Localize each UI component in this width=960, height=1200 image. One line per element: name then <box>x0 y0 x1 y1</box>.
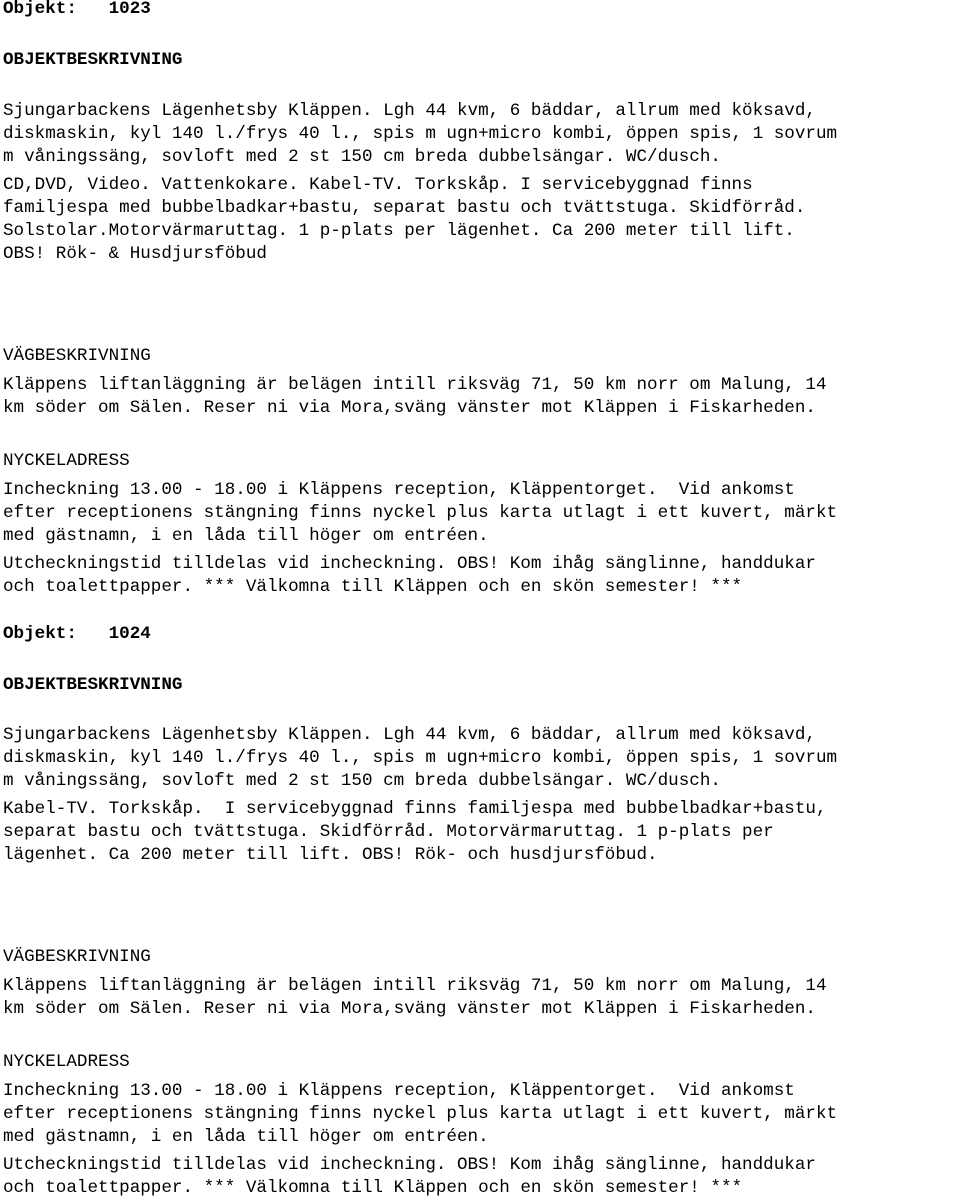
section-title-description: OBJEKTBESKRIVNING <box>3 675 183 695</box>
description-segment: Rök- & Husdjursföbud <box>55 244 267 264</box>
route-line: km söder om Sälen. Reser ni via Mora,sväng vänster mot Kläppen i Fiskarheden. <box>3 999 816 1019</box>
section-title-description: OBJEKTBESKRIVNING <box>3 50 183 70</box>
key-line: och toalettpapper. *** Välkomna till Kläppen och en skön semester! *** <box>3 577 743 597</box>
object-heading: Objekt: 1023 <box>3 0 151 19</box>
route-line: Kläppens liftanläggning är belägen intill riksväg 71, 50 km norr om Malung, 14 <box>3 976 827 996</box>
description-line: Sjungarbackens Lägenhetsby Kläppen. Lgh 44 kvm, 6 bäddar, allrum med köksavd, <box>3 101 816 121</box>
section-title-key-address: NYCKELADRESS <box>3 1052 130 1072</box>
description-line <box>3 220 795 242</box>
section-title-route: VÄGBESKRIVNING <box>3 346 151 366</box>
key-line: efter receptionens stängning finns nyckel plus karta utlagt i ett kuvert, märkt <box>3 1104 838 1124</box>
description-segment: Motorvärmaruttag. 1 p-plats per lägenhet. Ca 200 meter till lift. <box>108 221 795 241</box>
description-segment: Solstolar. <box>3 221 109 241</box>
key-line: Incheckning 13.00 - 18.00 i Kläppens reception, Kläppentorget. Vid ankomst <box>3 1081 795 1101</box>
description-line: Kabel-TV. Torkskåp. I servicebyggnad finns familjespa med bubbelbadkar+bastu, <box>3 799 827 819</box>
section-title-key-address: NYCKELADRESS <box>3 451 130 471</box>
description-segment: I servicebyggnad finns <box>520 175 753 195</box>
key-line: Utcheckningstid tilldelas vid incheckning. OBS! Kom ihåg sänglinne, handdukar <box>3 1155 816 1175</box>
description-line: diskmaskin, kyl 140 l./frys 40 l., spis m ugn+micro kombi, öppen spis, 1 sovrum <box>3 748 838 768</box>
section-title-route: VÄGBESKRIVNING <box>3 947 151 967</box>
description-line: m våningssäng, sovloft med 2 st 150 cm breda dubbelsängar. WC/dusch. <box>3 147 721 167</box>
description-line: separat bastu och tvättstuga. Skidförråd. Motorvärmaruttag. 1 p-plats per <box>3 822 774 842</box>
description-line: diskmaskin, kyl 140 l./frys 40 l., spis m ugn+micro kombi, öppen spis, 1 sovrum <box>3 124 838 144</box>
key-line: efter receptionens stängning finns nyckel plus karta utlagt i ett kuvert, märkt <box>3 503 838 523</box>
key-line: och toalettpapper. *** Välkomna till Kläppen och en skön semester! *** <box>3 1178 743 1198</box>
description-line <box>3 174 753 196</box>
description-line <box>3 243 267 265</box>
description-segment: familjespa med bubbelbadkar+bastu, separat bastu och tvättstuga. <box>3 198 679 218</box>
key-line: med gästnamn, i en låda till höger om entréen. <box>3 1127 489 1147</box>
route-line: Kläppens liftanläggning är belägen intill riksväg 71, 50 km norr om Malung, 14 <box>3 375 827 395</box>
description-line: Sjungarbackens Lägenhetsby Kläppen. Lgh 44 kvm, 6 bäddar, allrum med köksavd, <box>3 725 816 745</box>
description-line: lägenhet. Ca 200 meter till lift. OBS! Rök- och husdjursföbud. <box>3 845 658 865</box>
key-line: Utcheckningstid tilldelas vid incheckning. OBS! Kom ihåg sänglinne, handdukar <box>3 554 816 574</box>
description-line: m våningssäng, sovloft med 2 st 150 cm breda dubbelsängar. WC/dusch. <box>3 771 721 791</box>
description-segment: CD,DVD, Video. Vattenkokare. Kabel-TV. Torkskåp. <box>3 175 510 195</box>
object-heading: Objekt: 1024 <box>3 624 151 644</box>
key-line: med gästnamn, i en låda till höger om entréen. <box>3 526 489 546</box>
description-segment: Skidförråd. <box>689 198 806 218</box>
route-line: km söder om Sälen. Reser ni via Mora,sväng vänster mot Kläppen i Fiskarheden. <box>3 398 816 418</box>
description-line <box>3 197 805 219</box>
description-segment: OBS! <box>3 244 46 264</box>
key-line: Incheckning 13.00 - 18.00 i Kläppens reception, Kläppentorget. Vid ankomst <box>3 480 795 500</box>
